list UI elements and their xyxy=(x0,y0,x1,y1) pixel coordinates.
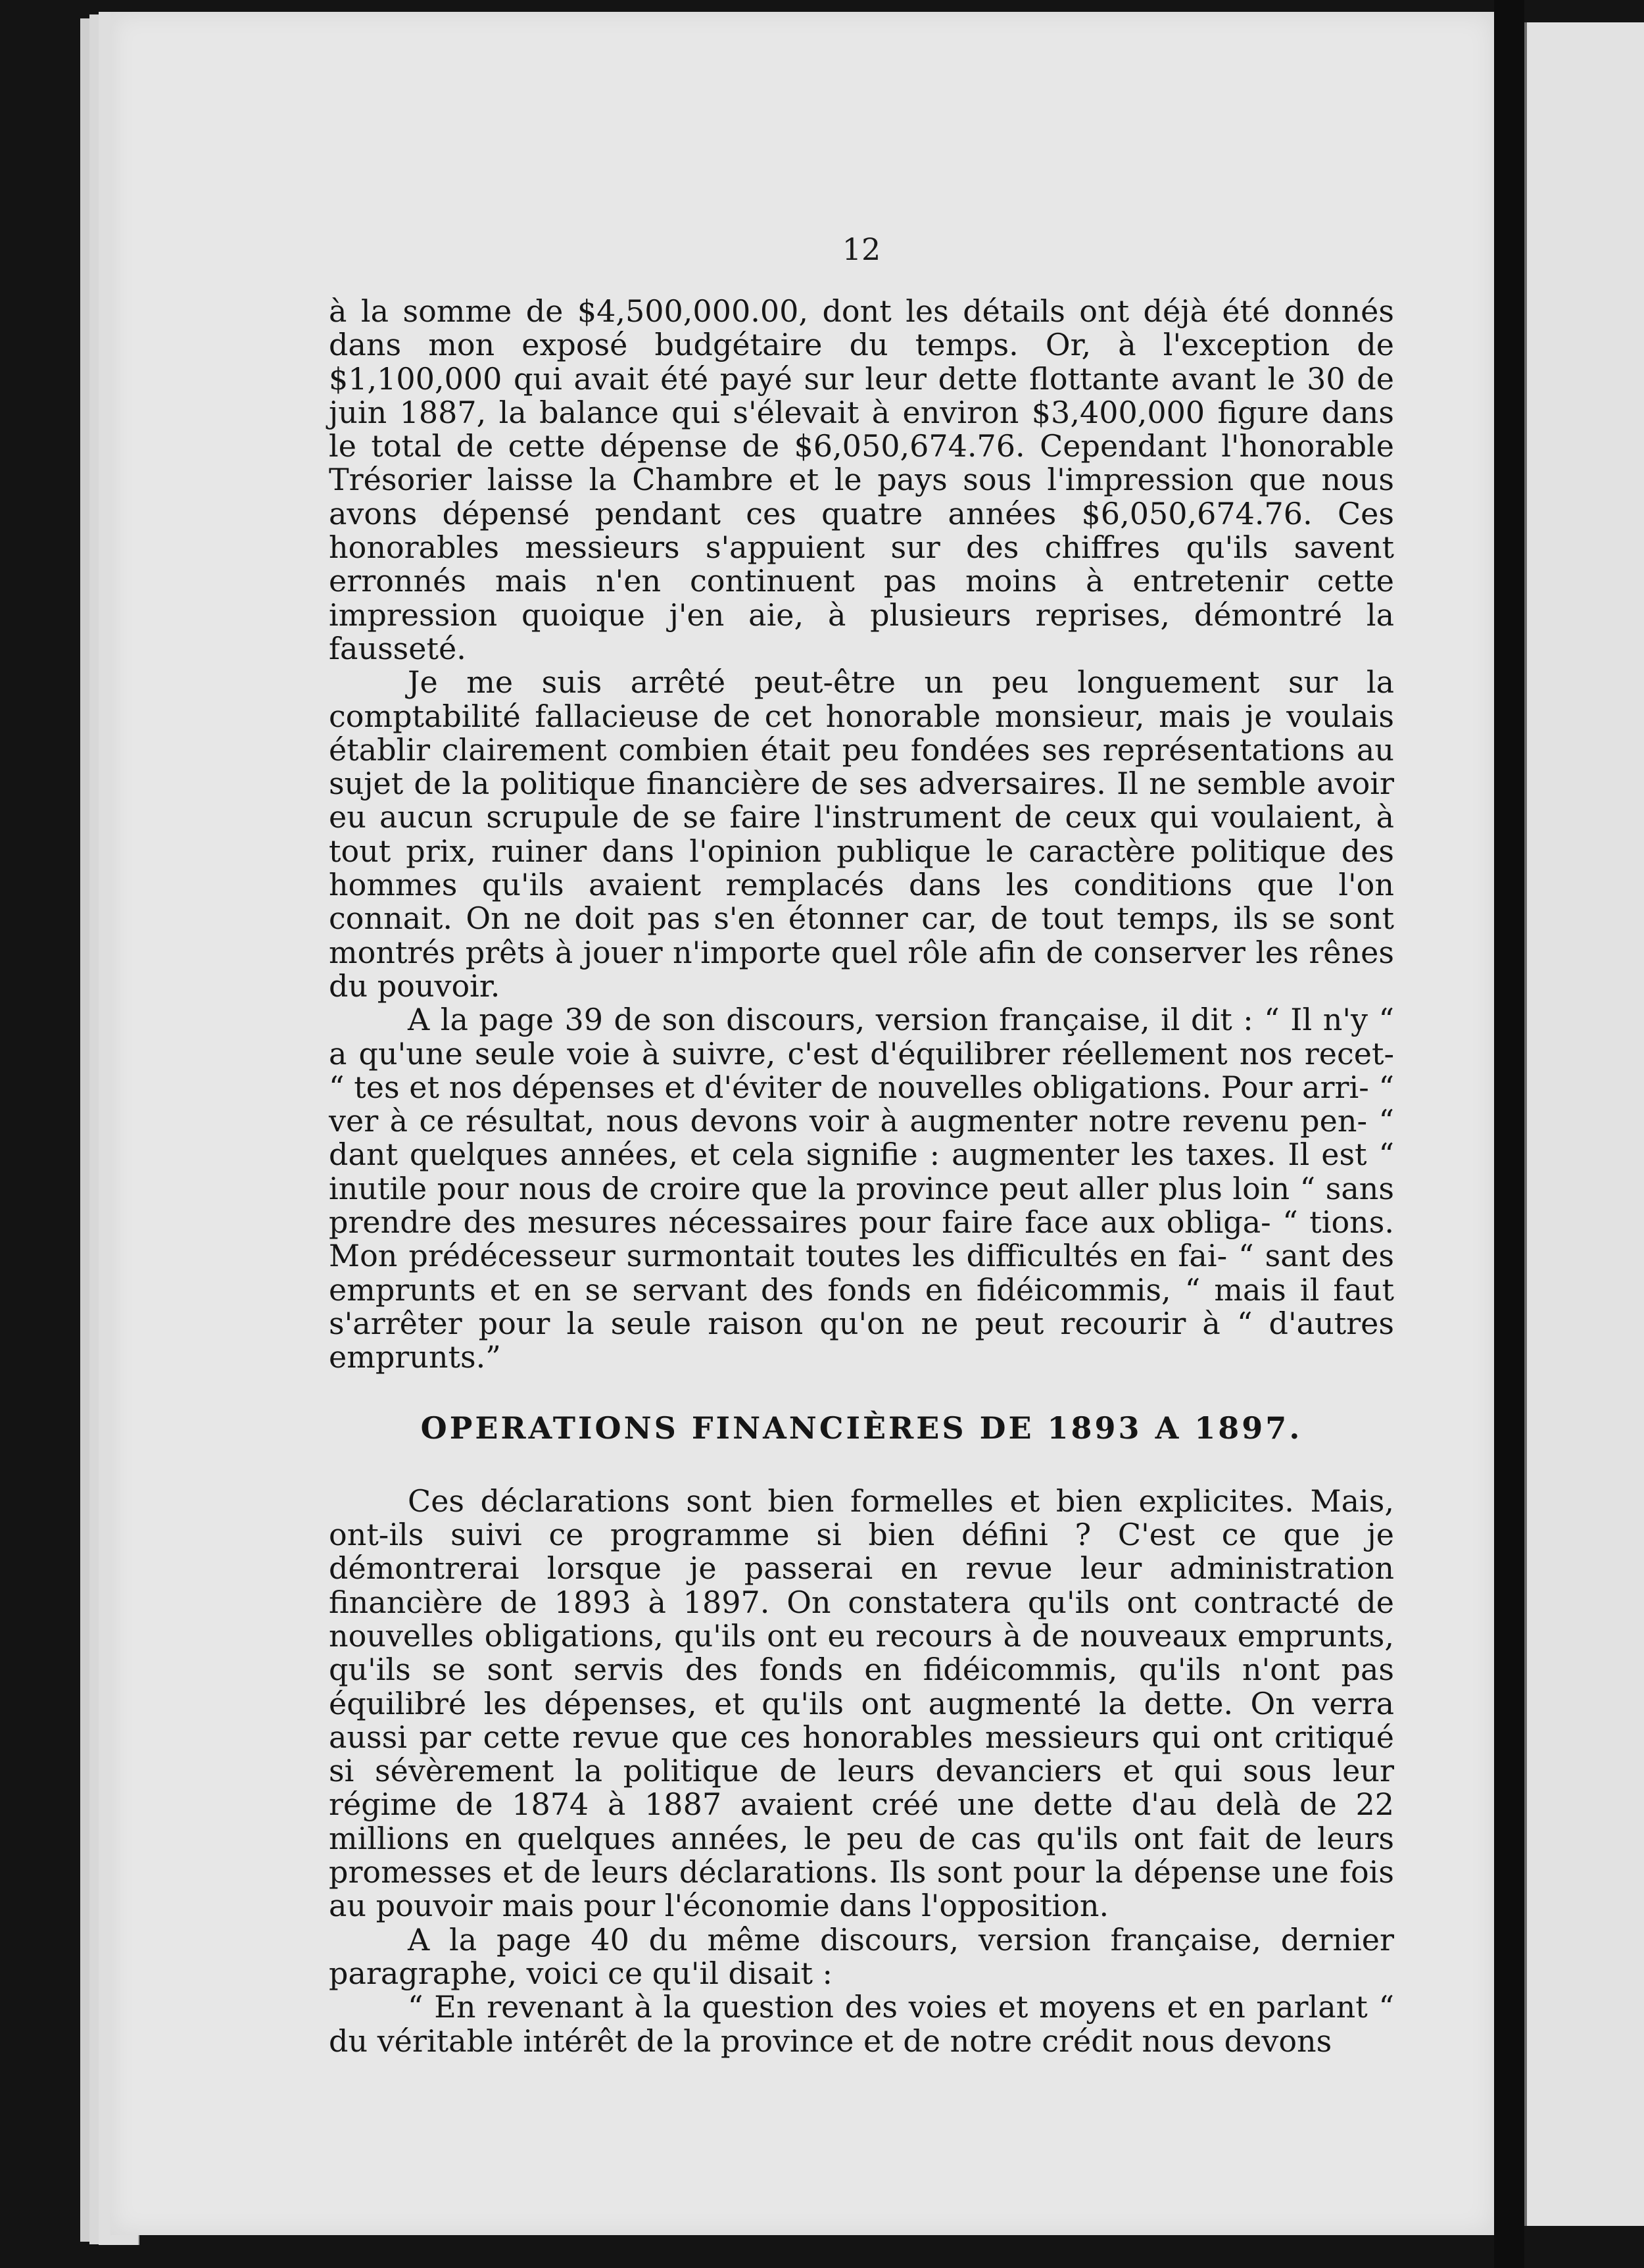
facing-page-edge xyxy=(1524,22,1644,2226)
paragraph-quotation: “ En revenant à la question des voies et moyens et en parlant “ du véritable intérêt de la province et de notre crédit nous devons xyxy=(329,1989,1394,2059)
section-heading: OPERATIONS FINANCIÈRES DE 1893 A 1897. xyxy=(420,1410,1303,1446)
paragraph: A la page 40 du même discours, version française, dernier paragraphe, voici ce qu'il disait : xyxy=(329,1921,1394,1991)
paragraph: Ces déclarations sont bien formelles et bien explicites. Mais, ont-ils suivi ce programme si bien défini ? C'est ce que je démontrerai lorsque je passerai en revue leur administration financière de 1893 à 1897. On constatera qu'ils ont contracté de nouvelles obligations, qu'ils ont eu recours à de nouveaux emprunts, qu'ils se sont servis des fonds en fidéicommis, qu'ils n'ont pas équilibré les dépenses, et qu'ils ont augmenté la dette. On verra aussi par cette revue que ces honorables messieurs qui ont critiqué si sévèrement la politique de leurs devanciers et qui sous leur régime de 1874 à 1887 avaient créé une dette d'au delà de 22 millions en quelques années, le peu de cas qu'ils ont fait de leurs promesses et de leurs déclarations. Ils sont pour la dépense une fois au pouvoir mais pour l'économie dans l'opposition. xyxy=(329,1483,1394,1924)
book-gutter xyxy=(1494,0,1524,2268)
paragraph-quotation: A la page 39 de son discours, version française, il dit : “ Il n'y “ a qu'une seule voie à suivre, c'est d'équilibrer réellement nos recet- “ tes et nos dépenses et d'éviter de nouvelles obligations. Pour arri- “ ver à ce résultat, nous devons voir à augmenter notre revenu pen- “ dant quelques années, et cela signifie : augmenter les taxes. Il est “ inutile pour nous de croire que la province peut aller plus loin “ sans prendre des mesures nécessaires pour faire face aux obliga- “ tions. Mon prédécesseur surmontait toutes les difficultés en fai- “ sant des emprunts et en se servant des fonds en fidéicommis, “ mais il faut s'arrêter pour la seule raison qu'on ne peut recourir à “ d'autres emprunts.” xyxy=(329,1002,1394,1375)
paragraph: à la somme de $4,500,000.00, dont les détails ont déjà été donnés dans mon exposé budgétaire du temps. Or, à l'exception de $1,100,000 qui avait été payé sur leur dette flottante avant le 30 de juin 1887, la balance qui s'élevait à environ $3,400,000 figure dans le total de cette dépense de $6,050,674.76. Cependant l'honorable Trésorier laisse la Chambre et le pays sous l'impression que nous avons dépensé pendant ces quatre années $6,050,674.76. Ces honorables messieurs s'appuient sur des chiffres qu'ils savent erronnés mais n'en continuent pas moins à entretenir cette impression quoique j'en aie, à plusieurs reprises, démontré la fausseté. xyxy=(329,293,1394,666)
paragraph: Je me suis arrêté peut-être un peu longuement sur la comptabilité fallacieuse de cet honorable monsieur, mais je voulais établir clairement combien était peu fondées ses représentations au sujet de la politique financière de ses adversaires. Il ne semble avoir eu aucun scrupule de se faire l'instrument de ceux qui voulaient, à tout prix, ruiner dans l'opinion publique le caractère politique des hommes qu'ils avaient remplacés dans les conditions que l'on connait. On ne doit pas s'en étonner car, de tout temps, ils se sont montrés prêts à jouer n'importe quel rôle afin de conserver les rênes du pouvoir. xyxy=(329,664,1394,1004)
page-number: 12 xyxy=(842,232,881,267)
page-body xyxy=(329,295,1394,2058)
